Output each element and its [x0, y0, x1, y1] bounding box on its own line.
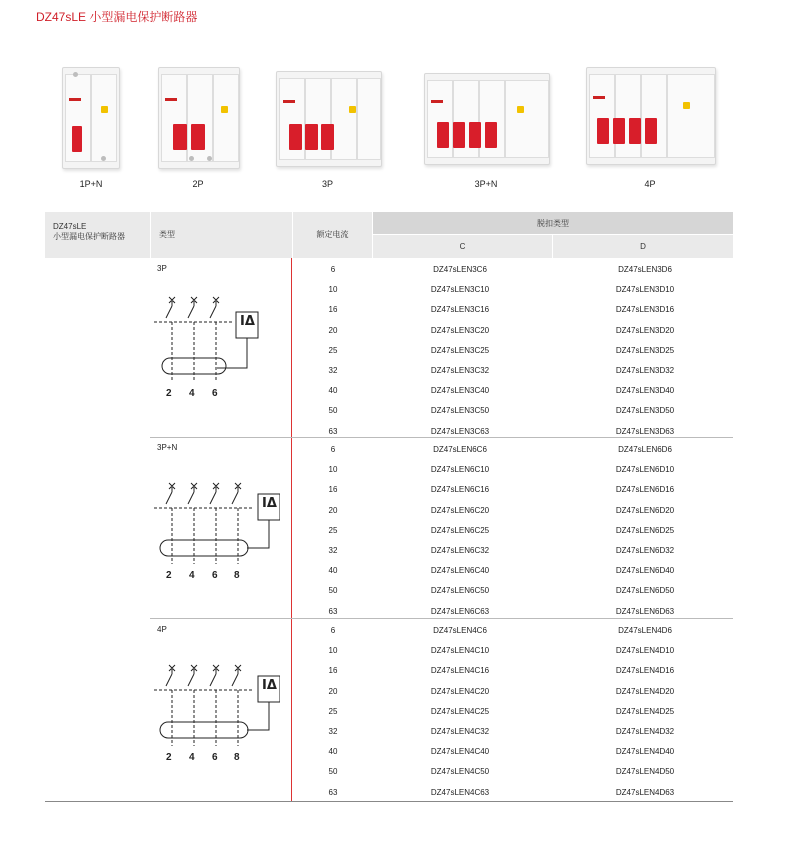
table-row: [0, 321, 800, 341]
product-1p-n: [52, 55, 130, 195]
model-d-cell: DZ47sLEN4D16: [615, 666, 675, 676]
rated-current-cell: 10: [328, 646, 338, 656]
rated-current-cell: 6: [330, 445, 336, 454]
model-c-cell: DZ47sLEN6C20: [430, 505, 490, 515]
rated-current-cell: 16: [328, 305, 338, 315]
table-row: [0, 581, 800, 601]
header-type: 类型: [151, 212, 292, 258]
model-d-cell: DZ47sLEN3D40: [615, 386, 675, 396]
table-row: [0, 422, 800, 442]
model-c-cell: DZ47sLEN4C32: [430, 727, 490, 736]
table-row: [0, 260, 800, 280]
table-row: [0, 762, 800, 782]
model-d-cell: DZ47sLEN3D10: [615, 285, 675, 295]
rated-current-cell: 63: [328, 787, 338, 797]
breaker-image-1p-n: [62, 67, 120, 169]
product-2p: [150, 55, 246, 195]
model-d-cell: DZ47sLEN4D6: [618, 626, 672, 635]
product-3p-n: [418, 55, 554, 195]
model-d-cell: DZ47sLEN3D32: [615, 366, 675, 375]
group-label-3p: 3P: [157, 264, 167, 273]
model-d-cell: DZ47sLEN6D50: [615, 586, 675, 596]
page-title: DZ47sLE 小型漏电保护断路器: [36, 10, 198, 24]
model-c-cell: DZ47sLEN4C6: [433, 626, 487, 635]
breaker-image-4p: [586, 67, 716, 165]
model-c-cell: DZ47sLEN3C63: [430, 426, 490, 436]
model-c-cell: DZ47sLEN4C20: [430, 686, 490, 696]
rcd-symbol: IΔ: [262, 496, 277, 511]
product-label: 3P+N: [474, 179, 498, 189]
rcd-symbol: IΔ: [262, 678, 277, 693]
model-d-cell: DZ47sLEN4D20: [615, 686, 675, 696]
header-col-d: D: [553, 235, 733, 258]
model-d-cell: DZ47sLEN4D50: [615, 767, 675, 777]
model-d-cell: DZ47sLEN4D40: [615, 747, 675, 757]
model-d-cell: DZ47sLEN3D16: [615, 305, 675, 315]
rated-current-cell: 20: [328, 325, 338, 335]
group-label-4p: 4P: [157, 625, 167, 634]
table-row: [0, 341, 800, 361]
model-d-cell: DZ47sLEN4D10: [615, 646, 675, 656]
model-c-cell: DZ47sLEN3C40: [430, 386, 490, 396]
model-c-cell: DZ47sLEN6C40: [430, 566, 490, 576]
table-row: [0, 661, 800, 681]
product-label: 4P: [644, 179, 656, 189]
rated-current-cell: 6: [330, 265, 336, 274]
rated-current-cell: 50: [328, 586, 338, 596]
table-row: [0, 561, 800, 581]
model-d-cell: DZ47sLEN6D40: [615, 566, 675, 576]
model-c-cell: DZ47sLEN4C50: [430, 767, 490, 777]
product-3p: [270, 55, 385, 195]
product-label: 1P+N: [79, 179, 103, 189]
table-bottom-border: [45, 801, 733, 802]
model-d-cell: DZ47sLEN4D32: [615, 727, 675, 736]
model-c-cell: DZ47sLEN6C32: [430, 546, 490, 555]
table-row: [0, 361, 800, 381]
rated-current-cell: 20: [328, 505, 338, 515]
model-d-cell: DZ47sLEN4D25: [615, 706, 675, 716]
model-c-cell: DZ47sLEN6C16: [430, 485, 490, 495]
header-col-c: C: [373, 235, 552, 258]
header-model-line2: 小型漏电保护断路器: [53, 232, 125, 241]
header-model-line1: DZ47sLE: [53, 222, 87, 231]
rated-current-cell: 63: [328, 606, 338, 616]
table-row: [0, 501, 800, 521]
model-d-cell: DZ47sLEN6D10: [615, 465, 675, 475]
model-c-cell: DZ47sLEN4C16: [430, 666, 490, 676]
table-row: [0, 521, 800, 541]
breaker-image-2p: [158, 67, 240, 169]
model-d-cell: DZ47sLEN6D25: [615, 525, 675, 535]
rated-current-cell: 32: [328, 727, 338, 736]
model-d-cell: DZ47sLEN3D50: [615, 406, 675, 416]
rated-current-cell: 25: [328, 345, 338, 355]
model-d-cell: DZ47sLEN3D63: [615, 426, 675, 436]
terminal-label: 2: [166, 388, 172, 399]
product-gallery: [0, 55, 800, 195]
rated-current-cell: 40: [328, 386, 338, 396]
model-c-cell: DZ47sLEN6C25: [430, 525, 490, 535]
table-header: [45, 212, 733, 258]
model-d-cell: DZ47sLEN3D20: [615, 325, 675, 335]
terminal-label: 6: [212, 388, 218, 399]
model-c-cell: DZ47sLEN4C63: [430, 787, 490, 797]
terminal-label: 2: [166, 570, 172, 581]
model-c-cell: DZ47sLEN6C6: [433, 445, 487, 454]
terminal-label: 8: [234, 570, 240, 581]
model-d-cell: DZ47sLEN6D6: [618, 445, 672, 454]
model-d-cell: DZ47sLEN6D32: [615, 546, 675, 555]
table-row: [0, 722, 800, 742]
table-row: [0, 641, 800, 661]
table-row: [0, 440, 800, 460]
table-row: [0, 702, 800, 722]
model-c-cell: DZ47sLEN3C50: [430, 406, 490, 416]
model-c-cell: DZ47sLEN3C32: [430, 366, 490, 375]
rated-current-cell: 25: [328, 525, 338, 535]
table-row: [0, 480, 800, 500]
header-trip-type: 脱扣类型: [373, 212, 733, 234]
rated-current-cell: 16: [328, 485, 338, 495]
product-label: 3P: [321, 179, 333, 189]
model-c-cell: DZ47sLEN3C16: [430, 305, 490, 315]
model-d-cell: DZ47sLEN3D25: [615, 345, 675, 355]
rcd-symbol: IΔ: [240, 314, 255, 329]
terminal-label: 4: [189, 570, 195, 581]
model-c-cell: DZ47sLEN4C10: [430, 646, 490, 656]
model-c-cell: DZ47sLEN4C40: [430, 747, 490, 757]
model-c-cell: DZ47sLEN3C6: [433, 265, 487, 274]
model-c-cell: DZ47sLEN3C25: [430, 345, 490, 355]
table-row: [0, 401, 800, 421]
rated-current-cell: 16: [328, 666, 338, 676]
rated-current-cell: 10: [328, 465, 338, 475]
rated-current-cell: 25: [328, 706, 338, 716]
model-c-cell: DZ47sLEN6C50: [430, 586, 490, 596]
rated-current-cell: 20: [328, 686, 338, 696]
table-row: [0, 602, 800, 622]
rated-current-cell: 10: [328, 285, 338, 295]
rated-current-cell: 6: [330, 626, 336, 635]
model-c-cell: DZ47sLEN6C10: [430, 465, 490, 475]
model-d-cell: DZ47sLEN3D6: [618, 265, 672, 274]
product-4p: [580, 55, 720, 195]
terminal-label: 2: [166, 752, 172, 763]
model-d-cell: DZ47sLEN4D63: [615, 787, 675, 797]
model-c-cell: DZ47sLEN4C25: [430, 706, 490, 716]
table-row: [0, 682, 800, 702]
terminal-label: 4: [189, 752, 195, 763]
model-c-cell: DZ47sLEN6C63: [430, 606, 490, 616]
rated-current-cell: 32: [328, 546, 338, 555]
model-c-cell: DZ47sLEN3C10: [430, 285, 490, 295]
terminal-label: 6: [212, 570, 218, 581]
table-row: [0, 742, 800, 762]
header-rated-current: 额定电流: [293, 212, 372, 258]
table-row: [0, 783, 800, 803]
model-d-cell: DZ47sLEN6D63: [615, 606, 675, 616]
rated-current-cell: 50: [328, 767, 338, 777]
model-d-cell: DZ47sLEN6D16: [615, 485, 675, 495]
header-model: [45, 212, 150, 258]
group-label-3p-n: 3P+N: [157, 443, 178, 452]
product-label: 2P: [192, 179, 204, 189]
table-row: [0, 541, 800, 561]
terminal-label: 6: [212, 752, 218, 763]
rated-current-cell: 40: [328, 566, 338, 576]
model-c-cell: DZ47sLEN3C20: [430, 325, 490, 335]
rated-current-cell: 32: [328, 366, 338, 375]
terminal-label: 4: [189, 388, 195, 399]
table-row: [0, 300, 800, 320]
rated-current-cell: 40: [328, 747, 338, 757]
table-row: [0, 621, 800, 641]
rated-current-cell: 50: [328, 406, 338, 416]
table-row: [0, 381, 800, 401]
breaker-image-3p: [276, 71, 382, 167]
table-row: [0, 460, 800, 480]
model-d-cell: DZ47sLEN6D20: [615, 505, 675, 515]
table-row: [0, 280, 800, 300]
rated-current-cell: 63: [328, 426, 338, 436]
breaker-image-3p-n: [424, 73, 550, 165]
terminal-label: 8: [234, 752, 240, 763]
